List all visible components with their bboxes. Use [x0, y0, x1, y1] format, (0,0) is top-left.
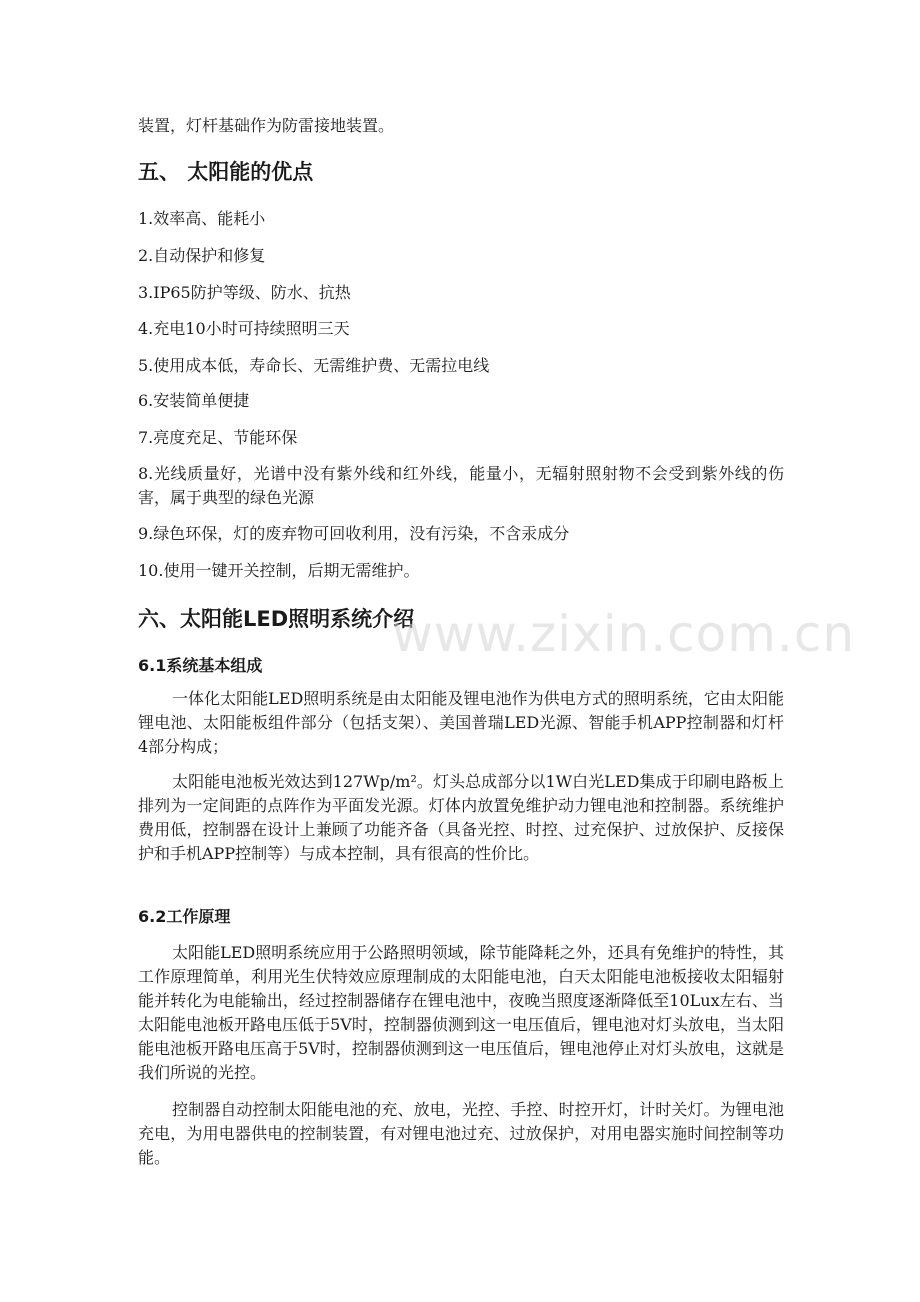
- advantage-item-9: 9.绿色环保，灯的废弃物可回收利用，没有污染，不含汞成分: [138, 524, 570, 543]
- watermark-text: www.zixin.com.cn: [392, 605, 856, 663]
- subsection-6-1-paragraph-1: 一体化太阳能LED照明系统是由太阳能及锂电池作为供电方式的照明系统，它由太阳能锂电池、太阳能板组件部分（包括支架）、美国普瑞LED光源、智能手机APP控制器和灯杆4部分构成；: [138, 689, 784, 756]
- subsection-6-2-paragraph-2: 控制器自动控制太阳能电池的充、放电，光控、手控、时控开灯，计时关灯。为锂电池充电，为用电器供电的控制装置，有对锂电池过充、过放保护，对用电器实施时间控制等功能。: [138, 1100, 784, 1167]
- advantage-item-8: 8.光线质量好，光谱中没有紫外线和红外线，能量小，无辐射照射物不会受到紫外线的伤害，属于典型的绿色光源: [138, 464, 784, 507]
- subsection-6-1-paragraph-2: 太阳能电池板光效达到127Wp/m²。灯头总成部分以1W白光LED集成于印刷电路板上排列为一定间距的点阵作为平面发光源。灯体内放置免维护动力锂电池和控制器。系统维护费用低，控制器在设计上兼顾了功能齐备（具备光控、时控、过充保护、过放保护、反接保护和手机APP控制等）与成本控制，具有很高的性价比。: [138, 772, 784, 863]
- section-6-heading: 六、太阳能LED照明系统介绍: [138, 607, 415, 631]
- advantage-item-3: 3.IP65防护等级、防水、抗热: [138, 283, 351, 302]
- document-page: [138, 0, 790, 1302]
- advantage-item-6: 6.安装简单便捷: [138, 391, 250, 410]
- advantage-item-7: 7.亮度充足、节能环保: [138, 428, 298, 447]
- advantage-item-2: 2.自动保护和修复: [138, 246, 266, 265]
- advantage-item-5: 5.使用成本低，寿命长、无需维护费、无需拉电线: [138, 356, 490, 375]
- advantage-item-4: 4.充电10小时可持续照明三天: [138, 319, 350, 338]
- intro-tail-text: 装置，灯杆基础作为防雷接地装置。: [138, 116, 395, 135]
- advantage-item-1: 1.效率高、能耗小: [138, 209, 266, 228]
- subsection-6-2-heading: 6.2工作原理: [138, 907, 231, 926]
- section-5-heading: 五、 太阳能的优点: [138, 160, 314, 184]
- subsection-6-1-heading: 6.1系统基本组成: [138, 656, 263, 675]
- advantage-item-10: 10.使用一键开关控制，后期无需维护。: [138, 561, 420, 580]
- subsection-6-2-paragraph-1: 太阳能LED照明系统应用于公路照明领域，除节能降耗之外，还具有免维护的特性，其工作原理简单，利用光生伏特效应原理制成的太阳能电池，白天太阳能电池板接收太阳辐射能并转化为电能输出，经过控制器储存在锂电池中，夜晚当照度逐渐降低至10Lux左右、当太阳能电池板开路电压低于5V时，控制器侦测到这一电压值后，锂电池对灯头放电，当太阳能电池板开路电压高于5V时，控制器侦测到这一电压值后，锂电池停止对灯头放电，这就是我们所说的光控。: [138, 943, 784, 1082]
